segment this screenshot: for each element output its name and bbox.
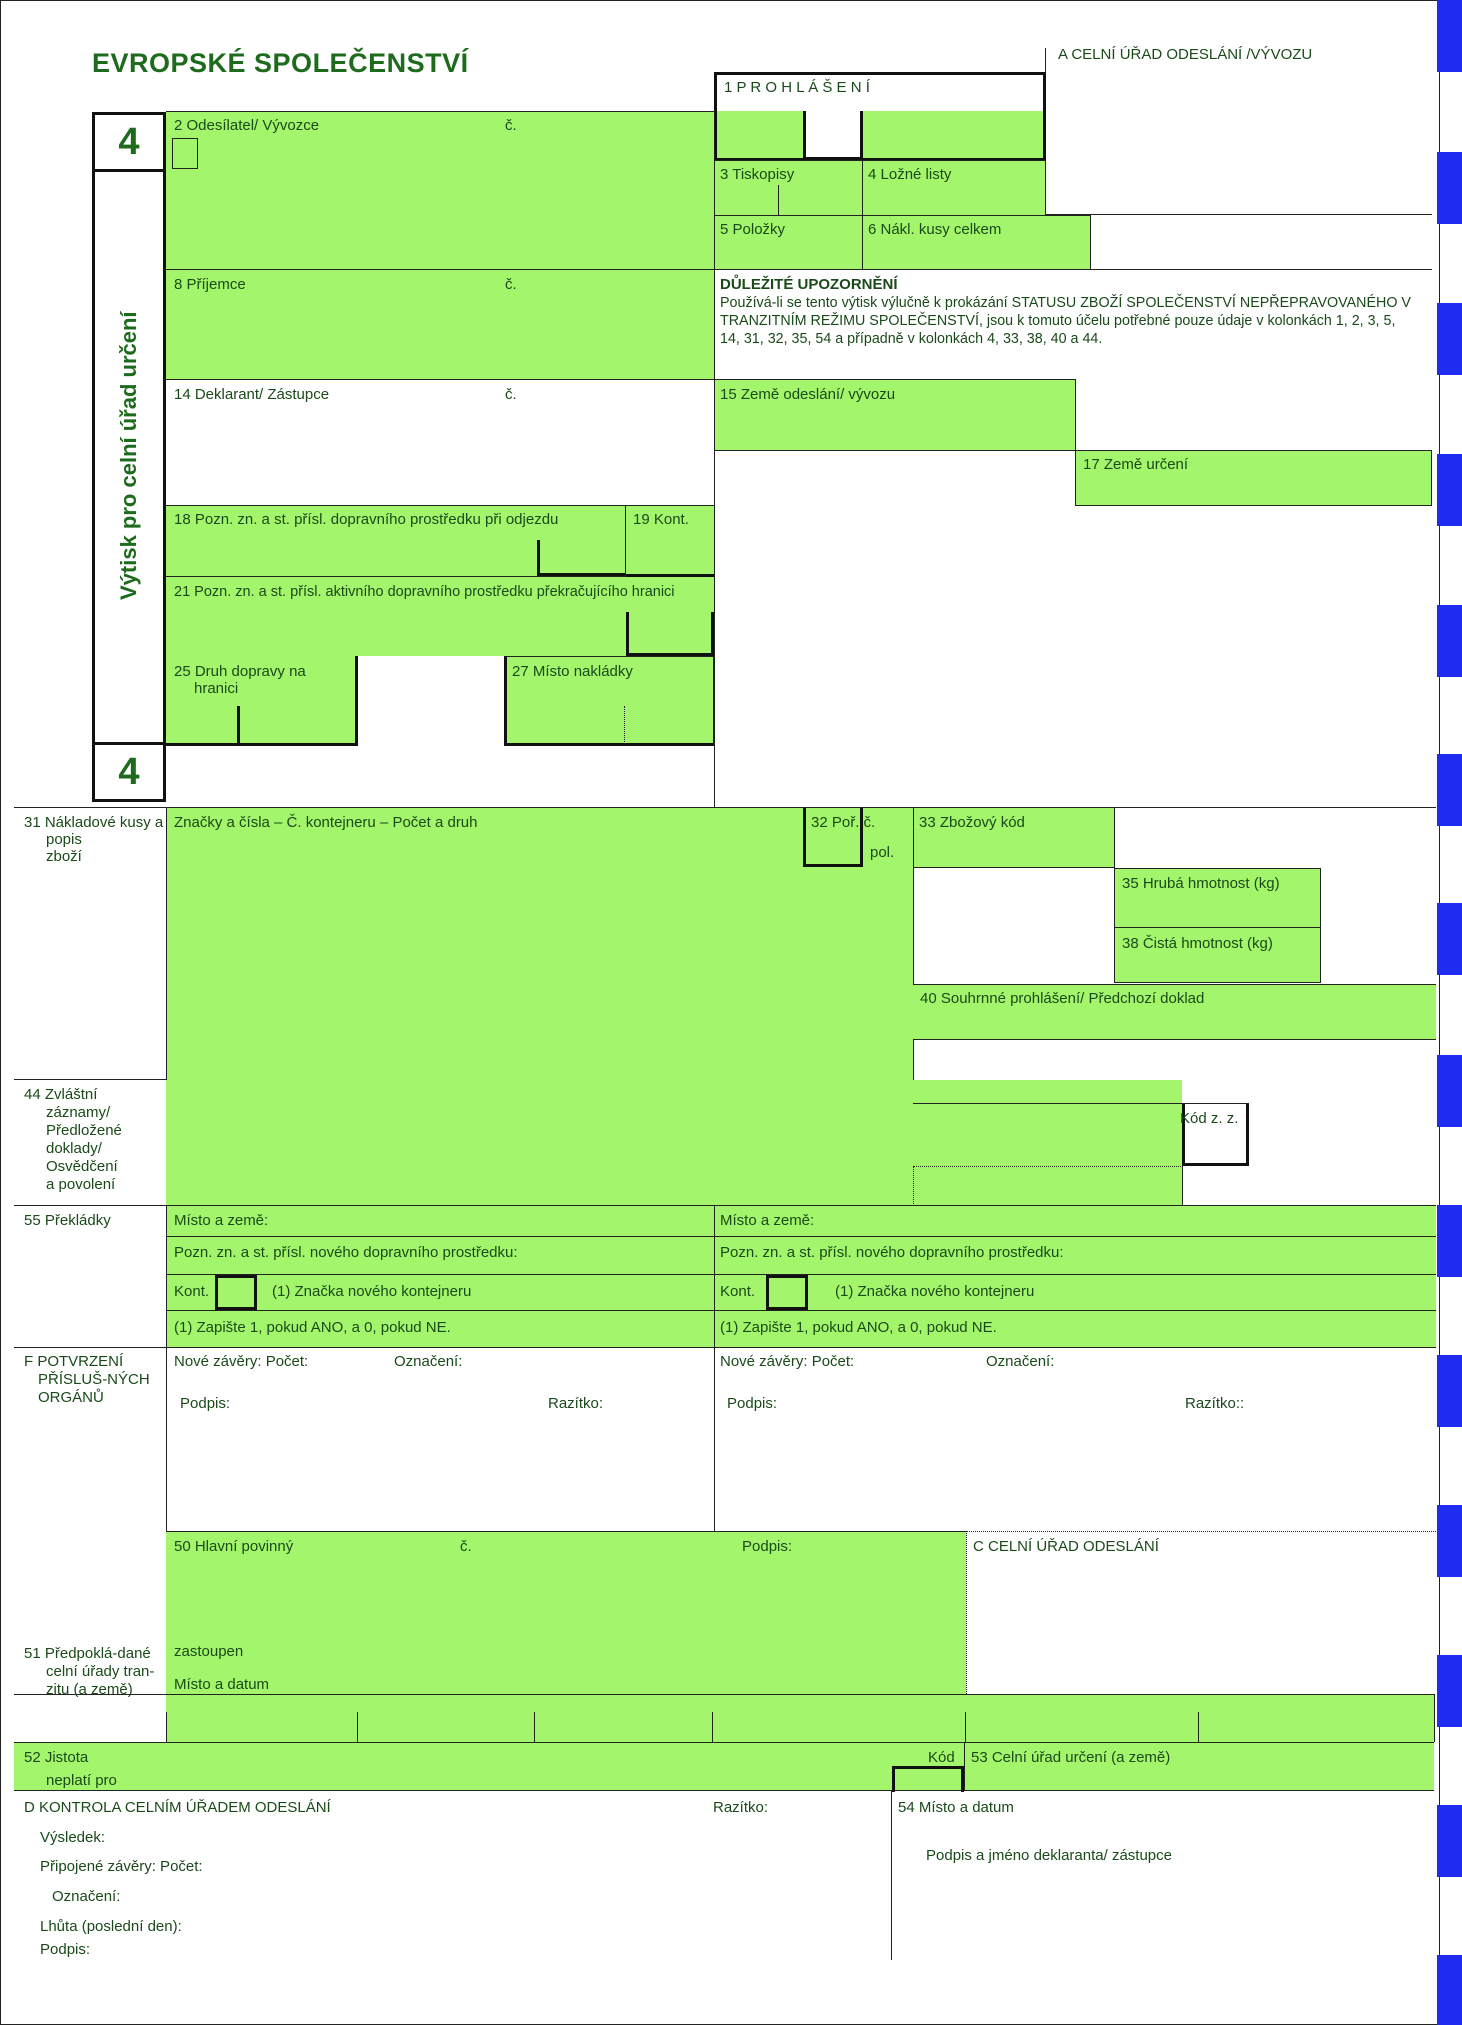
box-f-left-rule [166,1347,167,1531]
box-55-kont-box-right[interactable] [766,1275,808,1310]
box-31-label-l2: popis [46,831,82,848]
box-32-label: 32 Poř. č. [811,814,876,831]
margin-stripe [1437,1055,1462,1127]
box-55-container-right: (1) Značka nového kontejneru [835,1283,1035,1300]
box-55-label: 55 Překládky [24,1212,111,1229]
office-c-label: C CELNÍ ÚŘAD ODESLÁNÍ [973,1538,1159,1555]
box-f-label-l1: F POTVRZENÍ [24,1353,124,1370]
box-31-goods-description[interactable] [166,808,914,1080]
box-6-label: 6 Nákl. kusy celkem [868,221,1002,238]
box-53-divider [964,1742,965,1791]
box-55-place-right: Místo a země: [720,1212,815,1229]
box-1-field-a[interactable] [717,111,803,158]
box-32-pol-label: pol. [870,844,895,861]
box-21-rule [626,574,714,577]
margin-stripe [1437,303,1462,375]
margin-stripe [1437,0,1462,72]
box-44-label-l1: 44 Zvláštní [24,1086,98,1103]
margin-stripe [1437,1655,1462,1727]
box-52-label: 52 Jistota [24,1749,89,1766]
margin-stripe [1437,152,1462,224]
box-31-label-l3: zboží [46,848,82,865]
box-38-label: 38 Čistá hmotnost (kg) [1122,935,1273,952]
box-55-note-right: (1) Zapište 1, pokud ANO, a 0, pokud NE. [720,1319,997,1336]
box-1-label: 1 P R O H L Á Š E N Í [724,79,870,96]
margin-stripe [1437,605,1462,677]
box-3-label: 3 Tiskopisy [720,166,795,183]
margin-stripe [1437,1805,1462,1877]
box-d-result: Výsledek: [40,1829,106,1846]
box-f-marking-right: Označení: [986,1353,1055,1370]
box-55-transport-right: Pozn. zn. a st. přísl. nového dopravního prostředku: [720,1244,1064,1261]
box-55-rule [166,1310,1436,1311]
notice-title: DŮLEŽITÉ UPOZORNĚNÍ [720,276,898,293]
margin-stripe [1437,903,1462,975]
box-1-divider [860,111,863,158]
box-44-white-tail [1184,1168,1436,1205]
box-51-divider [965,1712,966,1742]
box-33-label: 33 Zbožový kód [919,814,1025,831]
box-3-tick [778,185,779,215]
box-44-label-l5: Osvědčení [46,1158,118,1175]
box-f-stamp-right: Razítko:: [1185,1395,1245,1412]
box-18-nationality-tick [537,540,627,576]
box-32-tick [803,808,863,867]
box-54-label: 54 Místo a datum [898,1799,1014,1816]
box-51-divider [1198,1712,1199,1742]
office-c-dotted-side [966,1531,967,1694]
box-50-number-label: č. [460,1538,472,1555]
box-f-stamp-left: Razítko: [548,1395,604,1412]
box-51-label-l3: zitu (a země) [46,1681,133,1698]
box-d-deadline: Lhůta (poslední den): [40,1918,182,1935]
box-2-checkbox[interactable] [172,138,198,169]
box-51-divider [1434,1694,1435,1742]
box-21-nationality-tick [626,612,714,656]
box-8-number-label: č. [505,276,517,293]
box-f-seals-left: Nové závěry: Počet: [174,1353,309,1370]
box-d-stamp: Razítko: [713,1799,769,1816]
box-55-kont-left: Kont. [174,1283,210,1300]
box-35-label: 35 Hrubá hmotnost (kg) [1122,875,1280,892]
box-55-place-left: Místo a země: [174,1212,269,1229]
box-55-rule [166,1236,1436,1237]
box-44-label-l4: doklady/ [46,1140,102,1157]
center-divider [714,111,715,808]
box-f-mid-rule [714,1347,715,1531]
box-27-dotted [624,706,625,744]
box-2-number-label: č. [505,117,517,134]
margin-stripe [1437,1955,1462,2025]
box-51-divider [357,1712,358,1742]
box-53-label: 53 Celní úřad určení (a země) [971,1749,1171,1766]
box-52-invalid-label: neplatí pro [46,1772,117,1789]
box-27-label: 27 Místo nakládky [512,663,633,680]
box-31-marks-label: Značky a čísla – Č. kontejneru – Počet a druh [174,814,478,831]
box-55-kont-box-left[interactable] [215,1275,257,1310]
box-44-label-l2: záznamy/ [46,1104,111,1121]
box-25-tick [237,706,240,744]
box-4-label: 4 Ložné listy [868,166,952,183]
box-19-label: 19 Kont. [633,511,689,528]
box-55-note-left: (1) Zapište 1, pokud ANO, a 0, pokud NE. [174,1319,451,1336]
box-25-label-l1: 25 Druh dopravy na [174,663,306,680]
box-d-marking: Označení: [52,1888,121,1905]
box-44-label-l6: a povolení [46,1176,116,1193]
box-1-field-c[interactable] [862,111,1043,158]
box-d-seals: Připojené závěry: Počet: [40,1858,203,1875]
box-40-label: 40 Souhrnné prohlášení/ Předchozí doklad [920,990,1205,1007]
margin-stripe [1437,454,1462,526]
box-55-container-left: (1) Značka nového kontejneru [272,1283,472,1300]
box-51-divider [712,1712,713,1742]
box-21-label: 21 Pozn. zn. a st. přísl. aktivního dopravního prostředku překračujícího hranici [174,584,675,600]
box-14-number-label: č. [505,386,517,403]
copy-number-top: 4 [92,112,166,172]
box-6-rule [1091,269,1432,270]
office-dispatch-label: A CELNÍ ÚŘAD ODESLÁNÍ /VÝVOZU [1058,46,1313,63]
office-a-divider [1045,48,1046,72]
margin-stripe [1437,1505,1462,1577]
box-52-guarantee[interactable] [14,1742,1434,1791]
section-rule-44 [14,1079,167,1080]
box-2-label: 2 Odesílatel/ Vývozce [174,117,320,134]
notice-line-3: 14, 31, 32, 35, 54 a případně v kolonkách 4, 33, 38, 40 a 44. [720,331,1103,347]
box-44-label-l3: Předložené [46,1122,122,1139]
box-18-label: 18 Pozn. zn. a st. přísl. dopravního prostředku při odjezdu [174,511,559,528]
box-50-sign-label: Podpis: [742,1538,793,1555]
box-1-divider [803,111,806,158]
box-8-consignee[interactable] [166,270,714,380]
box-55-kont-right: Kont. [720,1283,756,1300]
box-33-white [914,868,1114,983]
notice-line-2: TRANZITNÍM REŽIMU SPOLEČENSTVÍ, jsou k tomuto účelu potřebné pouze údaje v kolonkách 1, 2, 3, 5, [720,313,1396,329]
margin-stripe [1437,1205,1462,1277]
box-50-label: 50 Hlavní povinný [174,1538,294,1555]
box-50-represented: zastoupen [174,1643,244,1660]
box-4-rule [1046,214,1432,215]
box-17-label: 17 Země určení [1083,456,1189,473]
box-f-label-l2: PŘÍSLUŠ-NÝCH [38,1371,150,1388]
margin-stripe [1437,1355,1462,1427]
box-54-divider [891,1791,892,1960]
box-f-sign-right: Podpis: [727,1395,778,1412]
box-f-marking-left: Označení: [394,1353,463,1370]
copy-purpose-label: Výtisk pro celní úřad určení [116,311,141,600]
box-51-divider [166,1712,167,1742]
box-51-label-l1: 51 Předpoklá-dané [24,1645,151,1662]
box-8-label: 8 Příjemce [174,276,246,293]
box-44-special-mentions[interactable] [166,1080,1182,1205]
form-title: EVROPSKÉ SPOLEČENSTVÍ [92,48,469,78]
box-52-code-label: Kód [928,1749,955,1766]
box-14-label: 14 Deklarant/ Zástupce [174,386,330,403]
box-5-label: 5 Položky [720,221,786,238]
box-51-divider [534,1712,535,1742]
box-44-code-label: Kód z. z. [1180,1110,1239,1127]
box-f-seals-right: Nové závěry: Počet: [720,1353,855,1370]
box-44-dotted-rule [913,1166,1183,1167]
box-55-rule [14,1347,1436,1348]
copy-number-bottom: 4 [92,742,166,802]
box-f-label-l3: ORGÁNŮ [38,1389,104,1406]
margin-stripe [1437,754,1462,826]
box-15-label: 15 Země odeslání/ vývozu [720,386,896,403]
box-31-label-l1: 31 Nákladové kusy a [24,814,164,831]
office-c-dotted-top [966,1531,1436,1532]
box-f-sign-left: Podpis: [180,1395,231,1412]
box-44-dotted-side [913,1166,914,1204]
box-25-label-l2: hranici [194,680,239,697]
box-d-sign: Podpis: [40,1941,91,1958]
box-51-label-l2: celní úřady tran- [46,1663,155,1680]
box-52-code-box[interactable] [892,1766,964,1792]
box-50-place-date: Místo a datum [174,1676,270,1693]
box-55-transport-left: Pozn. zn. a st. přísl. nového dopravního prostředku: [174,1244,518,1261]
box-54-sign-label: Podpis a jméno deklaranta/ zástupce [926,1847,1172,1864]
notice-line-1: Používá-li se tento výtisk výlučně k prokázání STATUSU ZBOŽÍ SPOLEČENSTVÍ NEPŘEPRAVOVANÉHO V [720,295,1411,311]
box-d-title: D KONTROLA CELNÍM ÚŘADEM ODESLÁNÍ [24,1799,331,1816]
